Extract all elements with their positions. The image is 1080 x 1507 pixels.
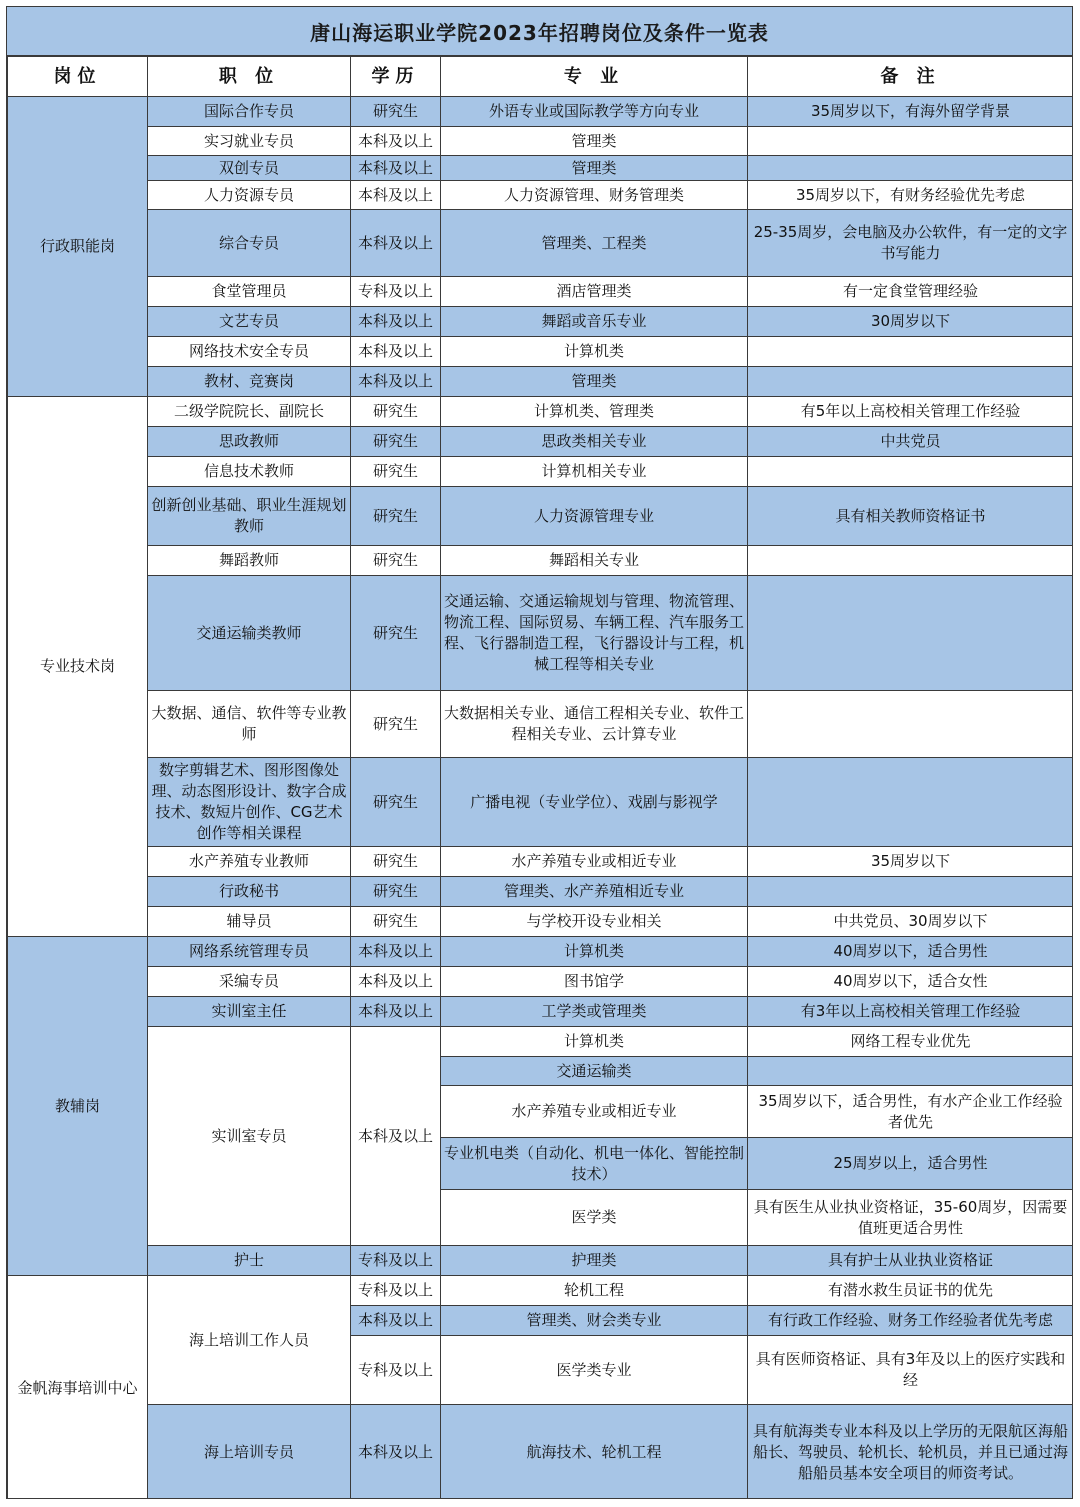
major-cell: 管理类、工程类	[441, 210, 748, 277]
position-cell: 创新创业基础、职业生涯规划教师	[148, 487, 351, 546]
major-cell: 酒店管理类	[441, 277, 748, 307]
education-cell: 本科及以上	[351, 997, 441, 1027]
note-cell	[748, 691, 1074, 758]
position-cell: 综合专员	[148, 210, 351, 277]
category-tech: 专业技术岗	[8, 397, 148, 937]
table-row	[8, 181, 1074, 210]
major-cell: 外语专业或国际教学等方向专业	[441, 97, 748, 127]
major-cell: 计算机类	[441, 1027, 748, 1057]
major-cell: 交通运输、交通运输规划与管理、物流管理、物流工程、国际贸易、车辆工程、汽车服务工程、飞行器制造工程，飞行器设计与工程，机械工程等相关专业	[441, 576, 748, 691]
education-cell: 本科及以上	[351, 967, 441, 997]
position-cell: 国际合作专员	[148, 97, 351, 127]
major-cell: 水产养殖专业或相近专业	[441, 1086, 748, 1138]
major-cell: 图书馆学	[441, 967, 748, 997]
education-cell: 本科及以上	[351, 337, 441, 367]
note-cell	[748, 337, 1074, 367]
category-center: 金帆海事培训中心	[8, 1276, 148, 1500]
major-cell: 人力资源管理、财务管理类	[441, 181, 748, 210]
major-cell: 水产养殖专业或相近专业	[441, 847, 748, 877]
position-cell: 海上培训工作人员	[148, 1276, 351, 1405]
note-cell: 具有护士从业执业资格证	[748, 1246, 1074, 1276]
note-cell: 40周岁以下，适合女性	[748, 967, 1074, 997]
note-cell: 中共党员	[748, 427, 1074, 457]
note-cell	[748, 127, 1074, 156]
major-cell: 与学校开设专业相关	[441, 907, 748, 937]
table-row	[8, 97, 1074, 127]
education-cell: 本科及以上	[351, 156, 441, 181]
major-cell: 交通运输类	[441, 1057, 748, 1086]
position-cell: 二级学院院长、副院长	[148, 397, 351, 427]
major-cell: 管理类、水产养殖相近专业	[441, 877, 748, 907]
note-cell	[748, 156, 1074, 181]
education-cell: 本科及以上	[351, 127, 441, 156]
note-cell: 中共党员、30周岁以下	[748, 907, 1074, 937]
note-cell: 网络工程专业优先	[748, 1027, 1074, 1057]
note-cell: 30周岁以下	[748, 307, 1074, 337]
position-cell: 教材、竞赛岗	[148, 367, 351, 397]
note-cell: 有3年以上高校相关管理工作经验	[748, 997, 1074, 1027]
major-cell: 计算机类、管理类	[441, 397, 748, 427]
education-cell: 本科及以上	[351, 937, 441, 967]
note-cell	[748, 576, 1074, 691]
table-row	[8, 877, 1074, 907]
recruitment-table	[7, 56, 1073, 1499]
position-cell: 辅导员	[148, 907, 351, 937]
education-cell: 专科及以上	[351, 1276, 441, 1306]
note-cell: 25-35周岁，会电脑及办公软件，有一定的文字书写能力	[748, 210, 1074, 277]
note-cell: 35周岁以下	[748, 847, 1074, 877]
header-gangwei: 岗位	[8, 57, 148, 97]
education-cell: 研究生	[351, 877, 441, 907]
table-row	[8, 277, 1074, 307]
education-cell: 研究生	[351, 427, 441, 457]
major-cell: 舞蹈相关专业	[441, 546, 748, 576]
note-cell: 35周岁以下，有财务经验优先考虑	[748, 181, 1074, 210]
position-cell: 海上培训专员	[148, 1405, 351, 1500]
education-cell: 研究生	[351, 847, 441, 877]
table-row	[8, 546, 1074, 576]
table-row	[8, 1405, 1074, 1500]
major-cell: 专业机电类（自动化、机电一体化、智能控制技术）	[441, 1138, 748, 1190]
note-cell: 40周岁以下，适合男性	[748, 937, 1074, 967]
table-row	[8, 847, 1074, 877]
position-cell: 实习就业专员	[148, 127, 351, 156]
table-row	[8, 127, 1074, 156]
table-row	[8, 1027, 1074, 1057]
category-aux: 教辅岗	[8, 937, 148, 1276]
major-cell: 轮机工程	[441, 1276, 748, 1306]
note-cell	[748, 1057, 1074, 1086]
note-cell: 具有航海类专业本科及以上学历的无限航区海船船长、驾驶员、轮机长、轮机员，并且已通过海船船员基本安全项目的师资考试。	[748, 1405, 1074, 1500]
header-row	[8, 57, 1074, 97]
table-row	[8, 937, 1074, 967]
table-row	[8, 1246, 1074, 1276]
education-cell: 本科及以上	[351, 307, 441, 337]
note-cell: 35周岁以下，适合男性，有水产企业工作经验者优先	[748, 1086, 1074, 1138]
education-cell: 研究生	[351, 758, 441, 847]
position-cell: 实训室专员	[148, 1027, 351, 1246]
major-cell: 护理类	[441, 1246, 748, 1276]
major-cell: 人力资源管理专业	[441, 487, 748, 546]
education-cell: 本科及以上	[351, 1405, 441, 1500]
header-zhiwei: 职 位	[148, 57, 351, 97]
position-cell: 舞蹈教师	[148, 546, 351, 576]
page-title: 唐山海运职业学院2023年招聘岗位及条件一览表	[7, 7, 1072, 56]
education-cell: 研究生	[351, 576, 441, 691]
education-cell: 专科及以上	[351, 1246, 441, 1276]
category-admin: 行政职能岗	[8, 97, 148, 397]
table-row	[8, 337, 1074, 367]
table-row	[8, 397, 1074, 427]
table-row	[8, 1276, 1074, 1306]
position-cell: 网络技术安全专员	[148, 337, 351, 367]
note-cell	[748, 877, 1074, 907]
education-cell: 研究生	[351, 397, 441, 427]
position-cell: 网络系统管理专员	[148, 937, 351, 967]
education-cell: 本科及以上	[351, 1306, 441, 1336]
table-row	[8, 210, 1074, 277]
major-cell: 管理类	[441, 156, 748, 181]
education-cell: 本科及以上	[351, 181, 441, 210]
major-cell: 管理类、财会类专业	[441, 1306, 748, 1336]
note-cell: 有行政工作经验、财务工作经验者优先考虑	[748, 1306, 1074, 1336]
position-cell: 大数据、通信、软件等专业教师	[148, 691, 351, 758]
note-cell	[748, 758, 1074, 847]
table-row	[8, 576, 1074, 691]
table-row	[8, 427, 1074, 457]
education-cell: 研究生	[351, 97, 441, 127]
position-cell: 采编专员	[148, 967, 351, 997]
major-cell: 思政类相关专业	[441, 427, 748, 457]
position-cell: 行政秘书	[148, 877, 351, 907]
header-zhuanye: 专 业	[441, 57, 748, 97]
note-cell: 具有相关教师资格证书	[748, 487, 1074, 546]
table-row	[8, 907, 1074, 937]
table-row	[8, 967, 1074, 997]
table-row	[8, 758, 1074, 847]
major-cell: 大数据相关专业、通信工程相关专业、软件工程相关专业、云计算专业	[441, 691, 748, 758]
education-cell: 专科及以上	[351, 277, 441, 307]
major-cell: 航海技术、轮机工程	[441, 1405, 748, 1500]
major-cell: 计算机相关专业	[441, 457, 748, 487]
education-cell: 研究生	[351, 487, 441, 546]
position-cell: 双创专员	[148, 156, 351, 181]
note-cell	[748, 546, 1074, 576]
position-cell: 思政教师	[148, 427, 351, 457]
education-cell: 研究生	[351, 457, 441, 487]
major-cell: 医学类	[441, 1190, 748, 1246]
table-row	[8, 997, 1074, 1027]
major-cell: 管理类	[441, 367, 748, 397]
education-cell: 专科及以上	[351, 1336, 441, 1405]
note-cell: 35周岁以下，有海外留学背景	[748, 97, 1074, 127]
education-cell: 研究生	[351, 546, 441, 576]
note-cell: 具有医生从业执业资格证，35-60周岁，因需要值班更适合男性	[748, 1190, 1074, 1246]
note-cell: 有5年以上高校相关管理工作经验	[748, 397, 1074, 427]
table-row	[8, 367, 1074, 397]
header-beizhu: 备 注	[748, 57, 1074, 97]
position-cell: 人力资源专员	[148, 181, 351, 210]
table-row	[8, 307, 1074, 337]
major-cell: 医学类专业	[441, 1336, 748, 1405]
major-cell: 广播电视（专业学位）、戏剧与影视学	[441, 758, 748, 847]
recruitment-table-frame	[6, 6, 1073, 1499]
education-cell: 本科及以上	[351, 367, 441, 397]
note-cell: 有一定食堂管理经验	[748, 277, 1074, 307]
major-cell: 计算机类	[441, 337, 748, 367]
note-cell: 具有医师资格证、具有3年及以上的医疗实践和经	[748, 1336, 1074, 1405]
note-cell	[748, 367, 1074, 397]
major-cell: 工学类或管理类	[441, 997, 748, 1027]
note-cell: 25周岁以上，适合男性	[748, 1138, 1074, 1190]
position-cell: 护士	[148, 1246, 351, 1276]
note-cell	[748, 457, 1074, 487]
position-cell: 文艺专员	[148, 307, 351, 337]
major-cell: 计算机类	[441, 937, 748, 967]
education-cell: 研究生	[351, 691, 441, 758]
position-cell: 水产养殖专业教师	[148, 847, 351, 877]
position-cell: 信息技术教师	[148, 457, 351, 487]
education-cell: 本科及以上	[351, 1027, 441, 1246]
position-cell: 食堂管理员	[148, 277, 351, 307]
education-cell: 本科及以上	[351, 210, 441, 277]
position-cell: 交通运输类教师	[148, 576, 351, 691]
table-row	[8, 457, 1074, 487]
major-cell: 管理类	[441, 127, 748, 156]
table-row	[8, 691, 1074, 758]
note-cell: 有潜水救生员证书的优先	[748, 1276, 1074, 1306]
major-cell: 舞蹈或音乐专业	[441, 307, 748, 337]
table-row	[8, 487, 1074, 546]
header-xueli: 学历	[351, 57, 441, 97]
position-cell: 数字剪辑艺术、图形图像处理、动态图形设计、数字合成技术、数短片创作、CG艺术创作等相关课程	[148, 758, 351, 847]
table-row	[8, 156, 1074, 181]
position-cell: 实训室主任	[148, 997, 351, 1027]
education-cell: 研究生	[351, 907, 441, 937]
